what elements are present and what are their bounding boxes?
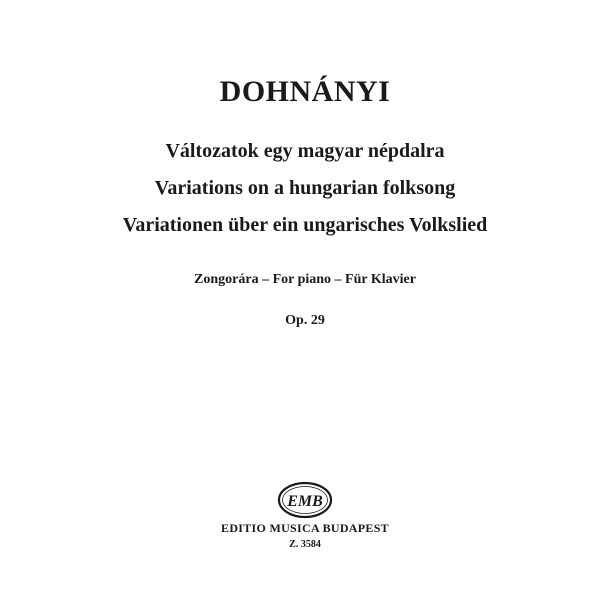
instrument-line: Zongorára – For piano – Für Klavier [194,272,416,287]
composer-name: DOHNÁNYI [219,75,391,108]
publisher-name: EDITIO MUSICA BUDAPEST [221,521,389,535]
emb-logo [277,481,333,519]
title-hungarian: Változatok egy magyar népdalra [165,140,445,162]
opus-number: Op. 29 [285,313,325,328]
title-german: Variationen über ein ungarisches Volkslied [122,214,488,236]
emb-logo-text: EMB [287,493,323,510]
title-english: Variations on a hungarian folksong [154,177,456,199]
title-block [0,138,610,249]
publisher-logo-wrap [0,481,610,521]
catalog-number: Z. 3584 [289,539,321,550]
